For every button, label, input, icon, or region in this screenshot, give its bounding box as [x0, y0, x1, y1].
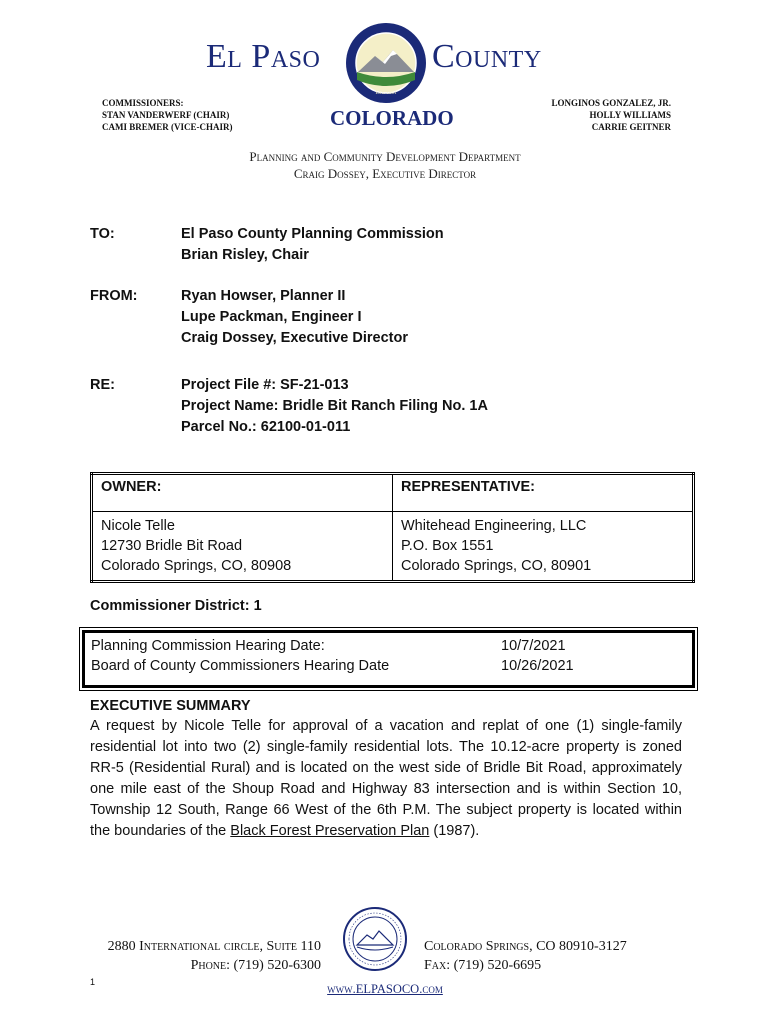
to-label: TO: [90, 226, 115, 242]
website-link[interactable]: www.ELPASOCO.com [327, 982, 443, 996]
commissioner-name: HOLLY WILLIAMS [589, 110, 671, 120]
from-label: FROM: [90, 288, 138, 304]
page-number: 1 [90, 977, 96, 987]
from-line: Lupe Packman, Engineer I [181, 309, 362, 325]
commissioner-district: Commissioner District: 1 [90, 598, 262, 614]
hearing-dates-box [82, 630, 695, 688]
department-heading [0, 148, 770, 182]
commissioners-label: COMMISSIONERS: [102, 98, 184, 108]
director-name: Craig Dossey, Executive Director [293, 166, 477, 181]
state-name: COLORADO [330, 106, 454, 130]
plan-link[interactable]: Black Forest Preservation Plan [230, 823, 430, 839]
summary-text-end: (1987). [429, 823, 480, 839]
parties-table [90, 472, 695, 583]
to-line: El Paso County Planning Commission [181, 226, 444, 242]
bocc-hearing-date: 10/26/2021 [501, 658, 574, 674]
bocc-hearing-label: Board of County Commissioners Hearing Date [91, 658, 390, 674]
parcel-number: Parcel No.: 62100-01-011 [181, 419, 351, 435]
pc-hearing-label: Planning Commission Hearing Date: [91, 638, 325, 654]
project-file: Project File #: SF-21-013 [181, 377, 349, 393]
from-value [181, 286, 408, 349]
city-state-zip: Colorado Springs, CO 80910-3127 [424, 939, 627, 954]
representative-line: Colorado Springs, CO, 80901 [401, 558, 592, 574]
executive-summary-title: EXECUTIVE SUMMARY [90, 698, 251, 714]
project-name: Project Name: Bridle Bit Ranch Filing No. 1A [181, 398, 488, 414]
owner-line: 12730 Bridle Bit Road [101, 538, 243, 554]
owner-cell [92, 512, 393, 582]
department-name: Planning and Community Development Department [249, 149, 521, 164]
owner-line: Nicole Telle [101, 518, 175, 534]
commissioner-vice-chair: CAMI BREMER (VICE-CHAIR) [102, 122, 233, 132]
re-label: RE: [90, 377, 115, 393]
owner-header: OWNER: [92, 474, 393, 512]
commissioner-name: CARRIE GEITNER [591, 122, 671, 132]
from-line: Craig Dossey, Executive Director [181, 330, 408, 346]
fax-number: Fax: (719) 520-6695 [424, 958, 542, 973]
county-title-left: El Paso [206, 38, 321, 75]
representative-cell [393, 512, 694, 582]
to-line: Brian Risley, Chair [181, 247, 309, 263]
seal-est-text: EST. 1861 [375, 91, 397, 96]
footer-address-right [424, 937, 627, 975]
county-title-right: County [432, 38, 542, 75]
pc-hearing-date: 10/7/2021 [501, 638, 566, 654]
commissioner-chair: STAN VANDERWERF (CHAIR) [102, 110, 230, 120]
commissioners-right [551, 97, 671, 133]
to-value [181, 224, 444, 266]
county-seal-logo [345, 22, 427, 104]
re-value [181, 375, 488, 438]
representative-line: Whitehead Engineering, LLC [401, 518, 587, 534]
street-address: 2880 International circle, Suite 110 [107, 939, 321, 954]
executive-summary-body [90, 716, 682, 842]
phone-number: Phone: (719) 520-6300 [190, 958, 321, 973]
footer-seal-logo [343, 907, 407, 971]
representative-header: REPRESENTATIVE: [393, 474, 694, 512]
commissioners-left [102, 97, 233, 133]
owner-line: Colorado Springs, CO, 80908 [101, 558, 292, 574]
summary-text: A request by Nicole Telle for approval of a vacation and replat of one (1) single-family residential lot into two (2) single-family residential lots. The 10.12-acre property is zoned RR-5 (Residential Rural) and is located on the west side of Bridle Bit Road, approximately one mile east of the Shoup Road and Highway 83 intersection and is within Section 10, Township 12 South, Range 66 West of the 6th P.M. The subject property is located within the boundaries of the [90, 718, 682, 839]
commissioner-name: LONGINOS GONZALEZ, JR. [551, 98, 671, 108]
representative-line: P.O. Box 1551 [401, 538, 494, 554]
footer-address-left [108, 937, 321, 975]
from-line: Ryan Howser, Planner II [181, 288, 346, 304]
